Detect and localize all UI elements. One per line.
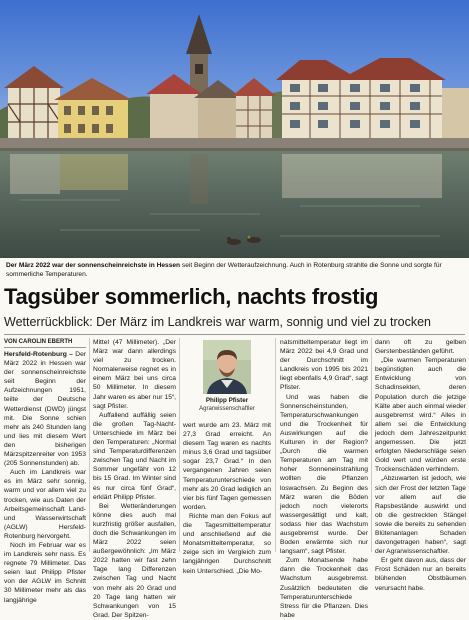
- portrait-photo: [203, 340, 251, 394]
- paragraph: wert wurde am 23. März mit 27,3 Grad erreicht. An diesem Tag waren es nachts minus 3,6 Grad und tagsüber sogar 23,7 Grad.“ In den vergangenen Jahren seien Temperaturunterschiede von mehr als 20 Grad lediglich an vier bis fünf Tagen gemessen worden.: [183, 422, 271, 511]
- paragraph: Richte man den Fokus auf die Tagesmitteltemperatur und anschließend auf die Monatsmitteltemperatur, so zeige sich im Vergleich zum langjährigen Durchschnitt kein Unterschied. „Die Mo-: [183, 512, 271, 575]
- paragraph: Hersfeld-Rotenburg – Der März 2022 in Hessen war der sonnenscheinreichste seit Beginn der Aufzeichnungen 1951, teilte der Deutsche Wetterdienst (DWD) jüngst mit. Die Sonne schien mehr als 240 Stunden lang und lies mit diesem Wert den bisherigen Märzspitzenreiter von 1953 (205 Sonnenstunden) ab.: [4, 351, 87, 468]
- photo-caption: [6, 262, 466, 279]
- paragraph: Bei Wetteränderungen könne dies auch mal kurzfristig größer ausfallen, doch die Schwankungen im März 2022 seien außergewöhnlich: „Im März 2022 hatten wir fast zehn Tage lang Differenzen zwischen Tag und Nacht von mehr als 20 Grad und 20 Tage lang hatten wir Schwankungen von 15 Grad. Der Spitzen-: [93, 502, 176, 619]
- headline-rule: [4, 334, 465, 335]
- caption-lead: Der März 2022 war der sonnenscheinreichste in Hessen: [6, 262, 181, 269]
- subheadline: Wetterrückblick: Der März im Landkreis war warm, sonnig und viel zu trocken: [4, 315, 431, 329]
- paragraph: Zum Monatsende habe dann die Trockenheit das Wachstum ausgebremst. Zusätzlich bedeuteten die Temperaturunterschiede Stress für die Pflanzen. Dies habe: [280, 557, 368, 619]
- dateline: Hersfeld-Rotenburg –: [4, 351, 73, 358]
- author-byline: VON CAROLIN EBERTH: [4, 338, 86, 348]
- town-river-photo: [0, 0, 469, 258]
- paragraph: Mittel (47 Millimeter). „Der März war dann allerdings viel zu trocken. Normalerweise regnet es in einem März bei uns circa 50 Millimeter. In diesem Jahr waren es aber nur 15“, sagt Pfister.: [93, 339, 176, 410]
- column-divider: [179, 338, 180, 552]
- paragraph: natsmitteltemperatur liegt im März 2022 bei 4,9 Grad und der Durchschnitt im Landkreis von 1995 bis 2021 liegt ebenfalls 4,9 Grad“, sagt Pfister.: [280, 339, 368, 392]
- person-portrait-image: [203, 340, 251, 394]
- column-divider: [89, 338, 90, 552]
- paragraph: dann oft zu gelben Gerstenbeständen geführt.: [375, 339, 466, 356]
- photo-credit: FOTO: CAROLIN EBERTH: [410, 250, 463, 255]
- article-photo: [0, 0, 469, 258]
- article-column-5: [375, 338, 466, 592]
- portrait-name: Philipp Pfister: [205, 397, 249, 404]
- portrait-role: Agrarwissenschaftler: [199, 406, 255, 412]
- paragraph: Er geht davon aus, dass der Frost Schäden nur an bereits blühenden Obstbäumen verursacht habe.: [375, 557, 466, 592]
- paragraph: Auch im Landkreis war es im März sehr sonnig, warm und vor allem viel zu trocken, wie aus Daten der Arbeitsgemeinschaft Land- und Wasserwirtschaft (AGLW) Hersfeld-Rotenburg hervorgeht.: [4, 469, 86, 540]
- article-column-2: [93, 338, 176, 619]
- paragraph: Und was haben die Sonnenscheinstunden, Temperaturschwankungen und die Trockenheit für Auswirkungen auf die Kulturen in der Region? „Durch die warmen Temperaturen am Tag mit hoher Sonneneinstrahlung wollten die Pflanzen loswachsen. Zu Beginn des März waren die Böden jedoch noch vielerorts wassergesättigt und kalt, sodass hier das Wachstum ausgebremst wurde. Der Boden erwärmte sich nur langsam“, sagt Pfister.: [280, 393, 368, 556]
- paragraph: Noch im Februar war es im Landkreis sehr nass. Es regnete 79 Millimeter. Das seien laut Philipp Pfister von der AGLW im Schnitt 30 Millimeter mehr als das langjährige: [4, 541, 86, 604]
- paragraph: Auffallend auffällig seien die großen Tag-Nacht-Unterschiede im März bei den Temperaturen: „Normal sind Temperaturdifferenzen zwischen Tag und Nacht im Sommer ungefähr von 12 bis 15 Grad. Im Winter sind es nur circa fünf Grad“, erklärt Philipp Pfister.: [93, 411, 176, 501]
- paragraph: „Abzuwarten ist jedoch, wie sich der Frost der letzten Tage vor allem auf die Rapsbestände auswirkt und ob die gestreckten Stängel sowie die bereits zu sehenden Blütenanlagen Schaden davongetragen haben“, sagt der Agrarwissenschaftler.: [375, 475, 466, 556]
- headline: Tagsüber sommerlich, nachts frostig: [4, 284, 379, 309]
- paragraph: „Die warmen Temperaturen begünstigten auch die Entwicklung von Schadinsekten, deren Population durch die jetzige Kälte aber auch einmal wieder ausgebremst wird.“ Alles in allem sei die Entwicklung jedoch dem Jahreszeitpunkt angemessen. Die jetzt erfolgten Niederschläge seien Gold wert und würden erste Trockenschäden verhindern.: [375, 357, 466, 474]
- article-column-3: [183, 421, 271, 575]
- column-divider: [275, 338, 276, 552]
- column-divider: [371, 338, 372, 552]
- caption-text: seit Beginn der Wetteraufzeichnung. Auch in Rotenburg strahlte die Sonne und sorgte für sommerliche Temperaturen.: [6, 262, 442, 278]
- article-column-1: [4, 338, 87, 604]
- article-column-4: [280, 338, 368, 619]
